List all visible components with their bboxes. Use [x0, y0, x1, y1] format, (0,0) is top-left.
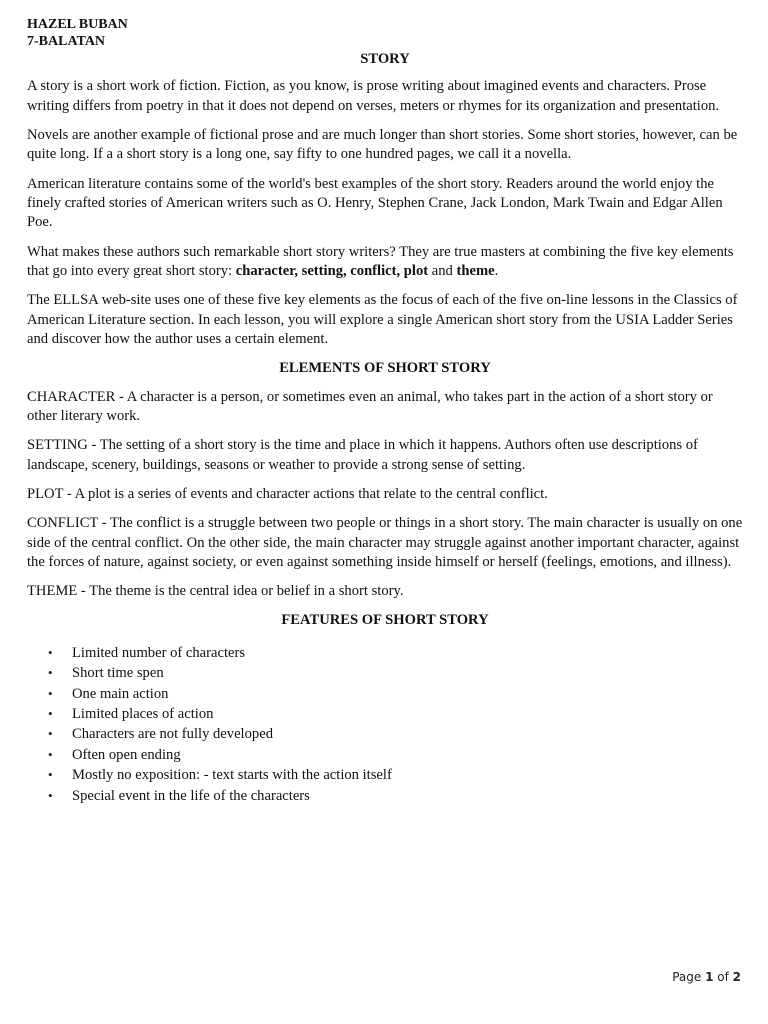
intro-paragraph-3: American literature contains some of the world's best examples of the short story. Readers around the world enjoy the finely crafted stories of American writers such as O. Henry, Stephen Crane, Jack London, Mark Twain and Edgar Allen Poe.	[27, 175, 723, 231]
page-total: 2	[732, 970, 741, 984]
bullet-icon: •	[48, 685, 53, 701]
list-item	[48, 765, 743, 785]
ellsa-paragraph: The ELLSA web-site uses one of these five key elements as the focus of each of the five on-line lessons in the Classics of American Literature section. In each lesson, you will explore a single American short story from the USIA Ladder Series and discover how the author uses a certain element.	[27, 292, 738, 348]
author-name: HAZEL BUBAN	[27, 17, 128, 32]
list-item-text: Short time spen	[72, 665, 164, 682]
list-item-text: Characters are not fully developed	[72, 726, 273, 743]
element-character: CHARACTER - A character is a person, or sometimes even an animal, who takes part in the action of a short story or other literary work.	[27, 388, 713, 425]
list-item-text: Limited places of action	[72, 705, 214, 722]
author-section: 7-BALATAN	[27, 34, 106, 49]
element-plot: PLOT - A plot is a series of events and character actions that relate to the central conflict.	[27, 485, 548, 502]
list-item	[48, 724, 743, 744]
bullet-icon: •	[48, 644, 53, 660]
document-title: STORY	[360, 51, 410, 67]
list-item-text: Limited number of characters	[72, 644, 246, 661]
bullet-icon: •	[48, 767, 53, 783]
bullet-icon: •	[48, 787, 53, 803]
page-word: Page	[672, 970, 706, 984]
page-footer	[672, 970, 741, 984]
list-item-text: Often open ending	[72, 746, 181, 763]
intro-paragraph-2: Novels are another example of fictional prose and are much longer than short stories. Some short stories, however, can be quite long. If a a short story is a long one, say fifty to one hundred pages, we call it a novella.	[27, 127, 738, 163]
list-item	[48, 663, 743, 683]
list-item	[48, 684, 743, 704]
intro-paragraph-1: A story is a short work of fiction. Fiction, as you know, is prose writing about imagined events and characters. Prose writing differs from poetry in that it does not depend on verses, meters or rhymes for its organization and presentation.	[27, 78, 720, 114]
masters-bold-elements: character, setting, conflict, plot	[235, 263, 429, 280]
list-item-text: One main action	[72, 685, 169, 702]
list-item	[48, 643, 743, 663]
elements-heading: ELEMENTS OF SHORT STORY	[279, 360, 491, 377]
element-setting: SETTING - The setting of a short story is the time and place in which it happens. Authors often use descriptions of landscape, scenery, buildings, seasons or weather to provide a strong sense of setting.	[27, 437, 698, 473]
masters-end-text: .	[494, 263, 499, 280]
masters-bold-theme: theme	[456, 263, 495, 280]
list-item	[48, 745, 743, 765]
masters-paragraph	[27, 243, 743, 282]
author-block	[27, 16, 743, 50]
element-theme: THEME - The theme is the central idea or belief in a short story.	[27, 583, 404, 600]
page-number: 1	[705, 970, 714, 984]
bullet-icon: •	[48, 726, 53, 742]
bullet-icon: •	[48, 705, 53, 721]
bullet-icon: •	[48, 746, 53, 762]
element-conflict: CONFLICT - The conflict is a struggle between two people or things in a short story. The main character is usually on one side of the central conflict. On the other side, the main character may struggle against another important character, against the forces of nature, against society, or even against something inside himself or herself (feelings, emotions, and illness).	[27, 515, 743, 570]
list-item-text: Mostly no exposition: - text starts with the action itself	[72, 767, 392, 784]
features-list	[27, 643, 743, 806]
list-item-text: Special event in the life of the characters	[72, 787, 310, 804]
masters-lead-text: What makes these authors such remarkable short story writers? They are true masters at combining the five key elements that go into every great short story:	[27, 243, 734, 280]
of-word: of	[713, 970, 733, 984]
document-page	[27, 16, 743, 806]
list-item	[48, 704, 743, 724]
list-item	[48, 786, 743, 806]
bullet-icon: •	[48, 665, 53, 681]
features-heading: FEATURES OF SHORT STORY	[281, 612, 489, 629]
masters-and-text: and	[428, 263, 457, 280]
